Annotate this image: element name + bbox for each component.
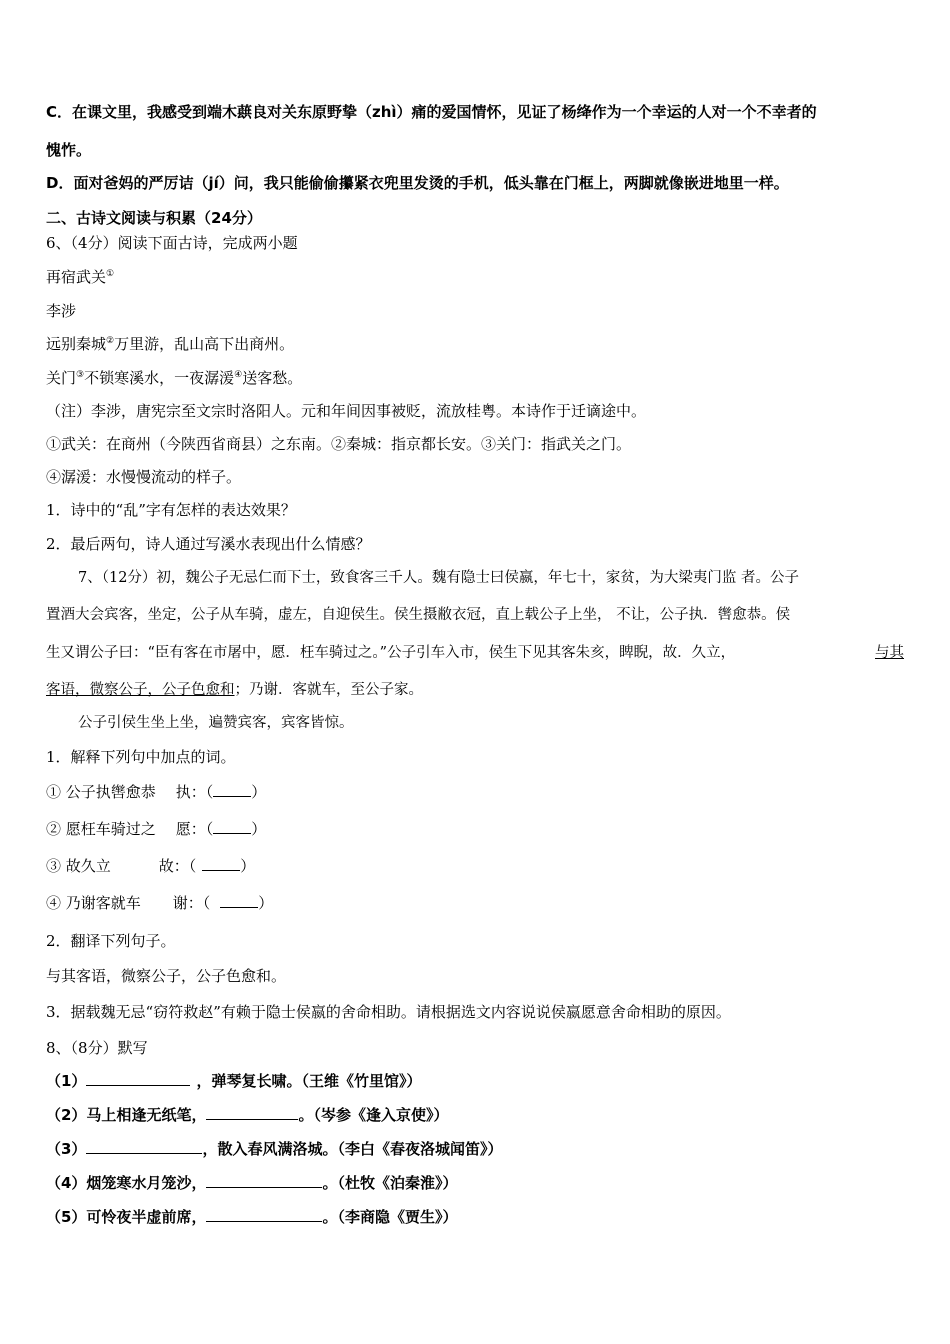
poem-note-1: ①武关：在商州（今陕西省商县）之东南。②秦城：指京都长安。③关门：指武关之门。: [46, 435, 632, 453]
answer-blank[interactable]: [206, 1104, 298, 1120]
q7-translate-sentence: 与其客语，微察公子，公子色愈和。: [46, 967, 287, 985]
q7-passage-line3: 生又谓公子曰：“臣有客在市屠中，愿．枉车骑过之。”公子引车入市，侯生下见其客朱亥，睥睨，故．久立， 与其: [46, 642, 904, 664]
q7-passage-line2: 置酒大会宾客，坐定，公子从车骑，虚左，自迎侯生。侯生摄敝衣冠，直上载公子上坐， 不让，公子执．辔愈恭。侯: [46, 607, 791, 623]
poem-line-2: 关门③不锁寒溪水，一夜潺湲④送客愁。: [46, 369, 303, 387]
answer-blank[interactable]: [206, 1172, 322, 1188]
q6-subquestion-1: 1．诗中的“乱”字有怎样的表达效果？: [46, 501, 296, 519]
q7-passage-line5: 公子引侯生坐上坐，遍赞宾客，宾客皆惊。: [78, 715, 354, 731]
q8-line-3: （3） ，散入春风满洛城。（李白《春夜洛城闻笛》）: [46, 1140, 503, 1158]
q7-subquestion-2: 2．翻译下列句子。: [46, 932, 176, 950]
q6-header: 6、（4分）阅读下面古诗，完成两小题: [46, 234, 298, 252]
poem-author: 李涉: [46, 302, 77, 320]
answer-blank[interactable]: [213, 818, 251, 834]
footnote-mark: ③: [76, 370, 85, 380]
answer-blank[interactable]: [86, 1070, 190, 1086]
q8-header: 8、（8分）默写: [46, 1039, 148, 1057]
poem-line-1: 远别秦城②万里游，乱山高下出商州。: [46, 335, 295, 353]
q8-line-4: （4）烟笼寒水月笼沙， 。（杜牧《泊秦淮》）: [46, 1174, 458, 1192]
section-title: 二、古诗文阅读与积累（24分）: [46, 209, 262, 227]
q7-item-3: ③ 故久立 故：（ ）: [46, 857, 256, 875]
footnote-mark: ②: [106, 336, 115, 346]
q7-item-1: ① 公子执辔愈恭 执：（ ）: [46, 783, 267, 801]
answer-blank[interactable]: [213, 781, 251, 797]
poem-note-intro: （注）李涉，唐宪宗至文宗时洛阳人。元和年间因事被贬，流放桂粤。本诗作于迁谪途中。: [46, 402, 647, 420]
q7-item-4: ④ 乃谢客就车 谢：（ ）: [46, 894, 274, 912]
q8-line-2: （2）马上相逢无纸笔， 。（岑参《逢入京使》）: [46, 1106, 449, 1124]
answer-blank[interactable]: [220, 892, 258, 908]
poem-title: 再宿武关①: [46, 268, 115, 286]
option-d: D．面对爸妈的严厉诘（jí）问，我只能偷偷攥紧衣兜里发烫的手机，低头靠在门框上，两脚就像嵌进地里一样。: [46, 174, 789, 192]
q8-line-5: （5）可怜夜半虚前席， 。（李商隐《贾生》）: [46, 1208, 458, 1226]
answer-blank[interactable]: [206, 1206, 322, 1222]
answer-blank[interactable]: [202, 855, 240, 871]
q7-passage-line4: 客语，微察公子，公子色愈和；乃谢．客就车，至公子家。: [46, 682, 423, 698]
footnote-mark: ①: [106, 269, 115, 279]
poem-note-2: ④潺湲：水慢慢流动的样子。: [46, 468, 242, 486]
q7-passage-line1: 7、（12分）初，魏公子无忌仁而下士，致食客三千人。魏有隐士曰侯嬴，年七十，家贫，为大梁夷门监 者。公子: [78, 570, 800, 586]
underlined-sentence-start: 与其: [875, 645, 904, 661]
footnote-mark: ④: [234, 370, 243, 380]
q7-item-2: ② 愿枉车骑过之 愿：（ ）: [46, 820, 267, 838]
q6-subquestion-2: 2．最后两句，诗人通过写溪水表现出什么情感？: [46, 535, 371, 553]
option-c-line1: C．在课文里，我感受到端木蕻良对关东原野挚（zhì）痛的爱国情怀，见证了杨绛作为一个幸运的人对一个不幸者的: [46, 103, 817, 121]
option-c-line2: 愧怍。: [46, 141, 92, 159]
q7-subquestion-1: 1．解释下列句中加点的词。: [46, 748, 236, 766]
underlined-sentence: 客语，微察公子，公子色愈和: [46, 682, 235, 698]
q8-line-1: （1） ，弹琴复长啸。（王维《竹里馆》）: [46, 1072, 422, 1090]
answer-blank[interactable]: [86, 1138, 202, 1154]
q7-subquestion-3: 3．据载魏无忌“窃符救赵”有赖于隐士侯嬴的舍命相助。请根据选文内容说说侯嬴愿意舍命相助的原因。: [46, 1003, 731, 1021]
